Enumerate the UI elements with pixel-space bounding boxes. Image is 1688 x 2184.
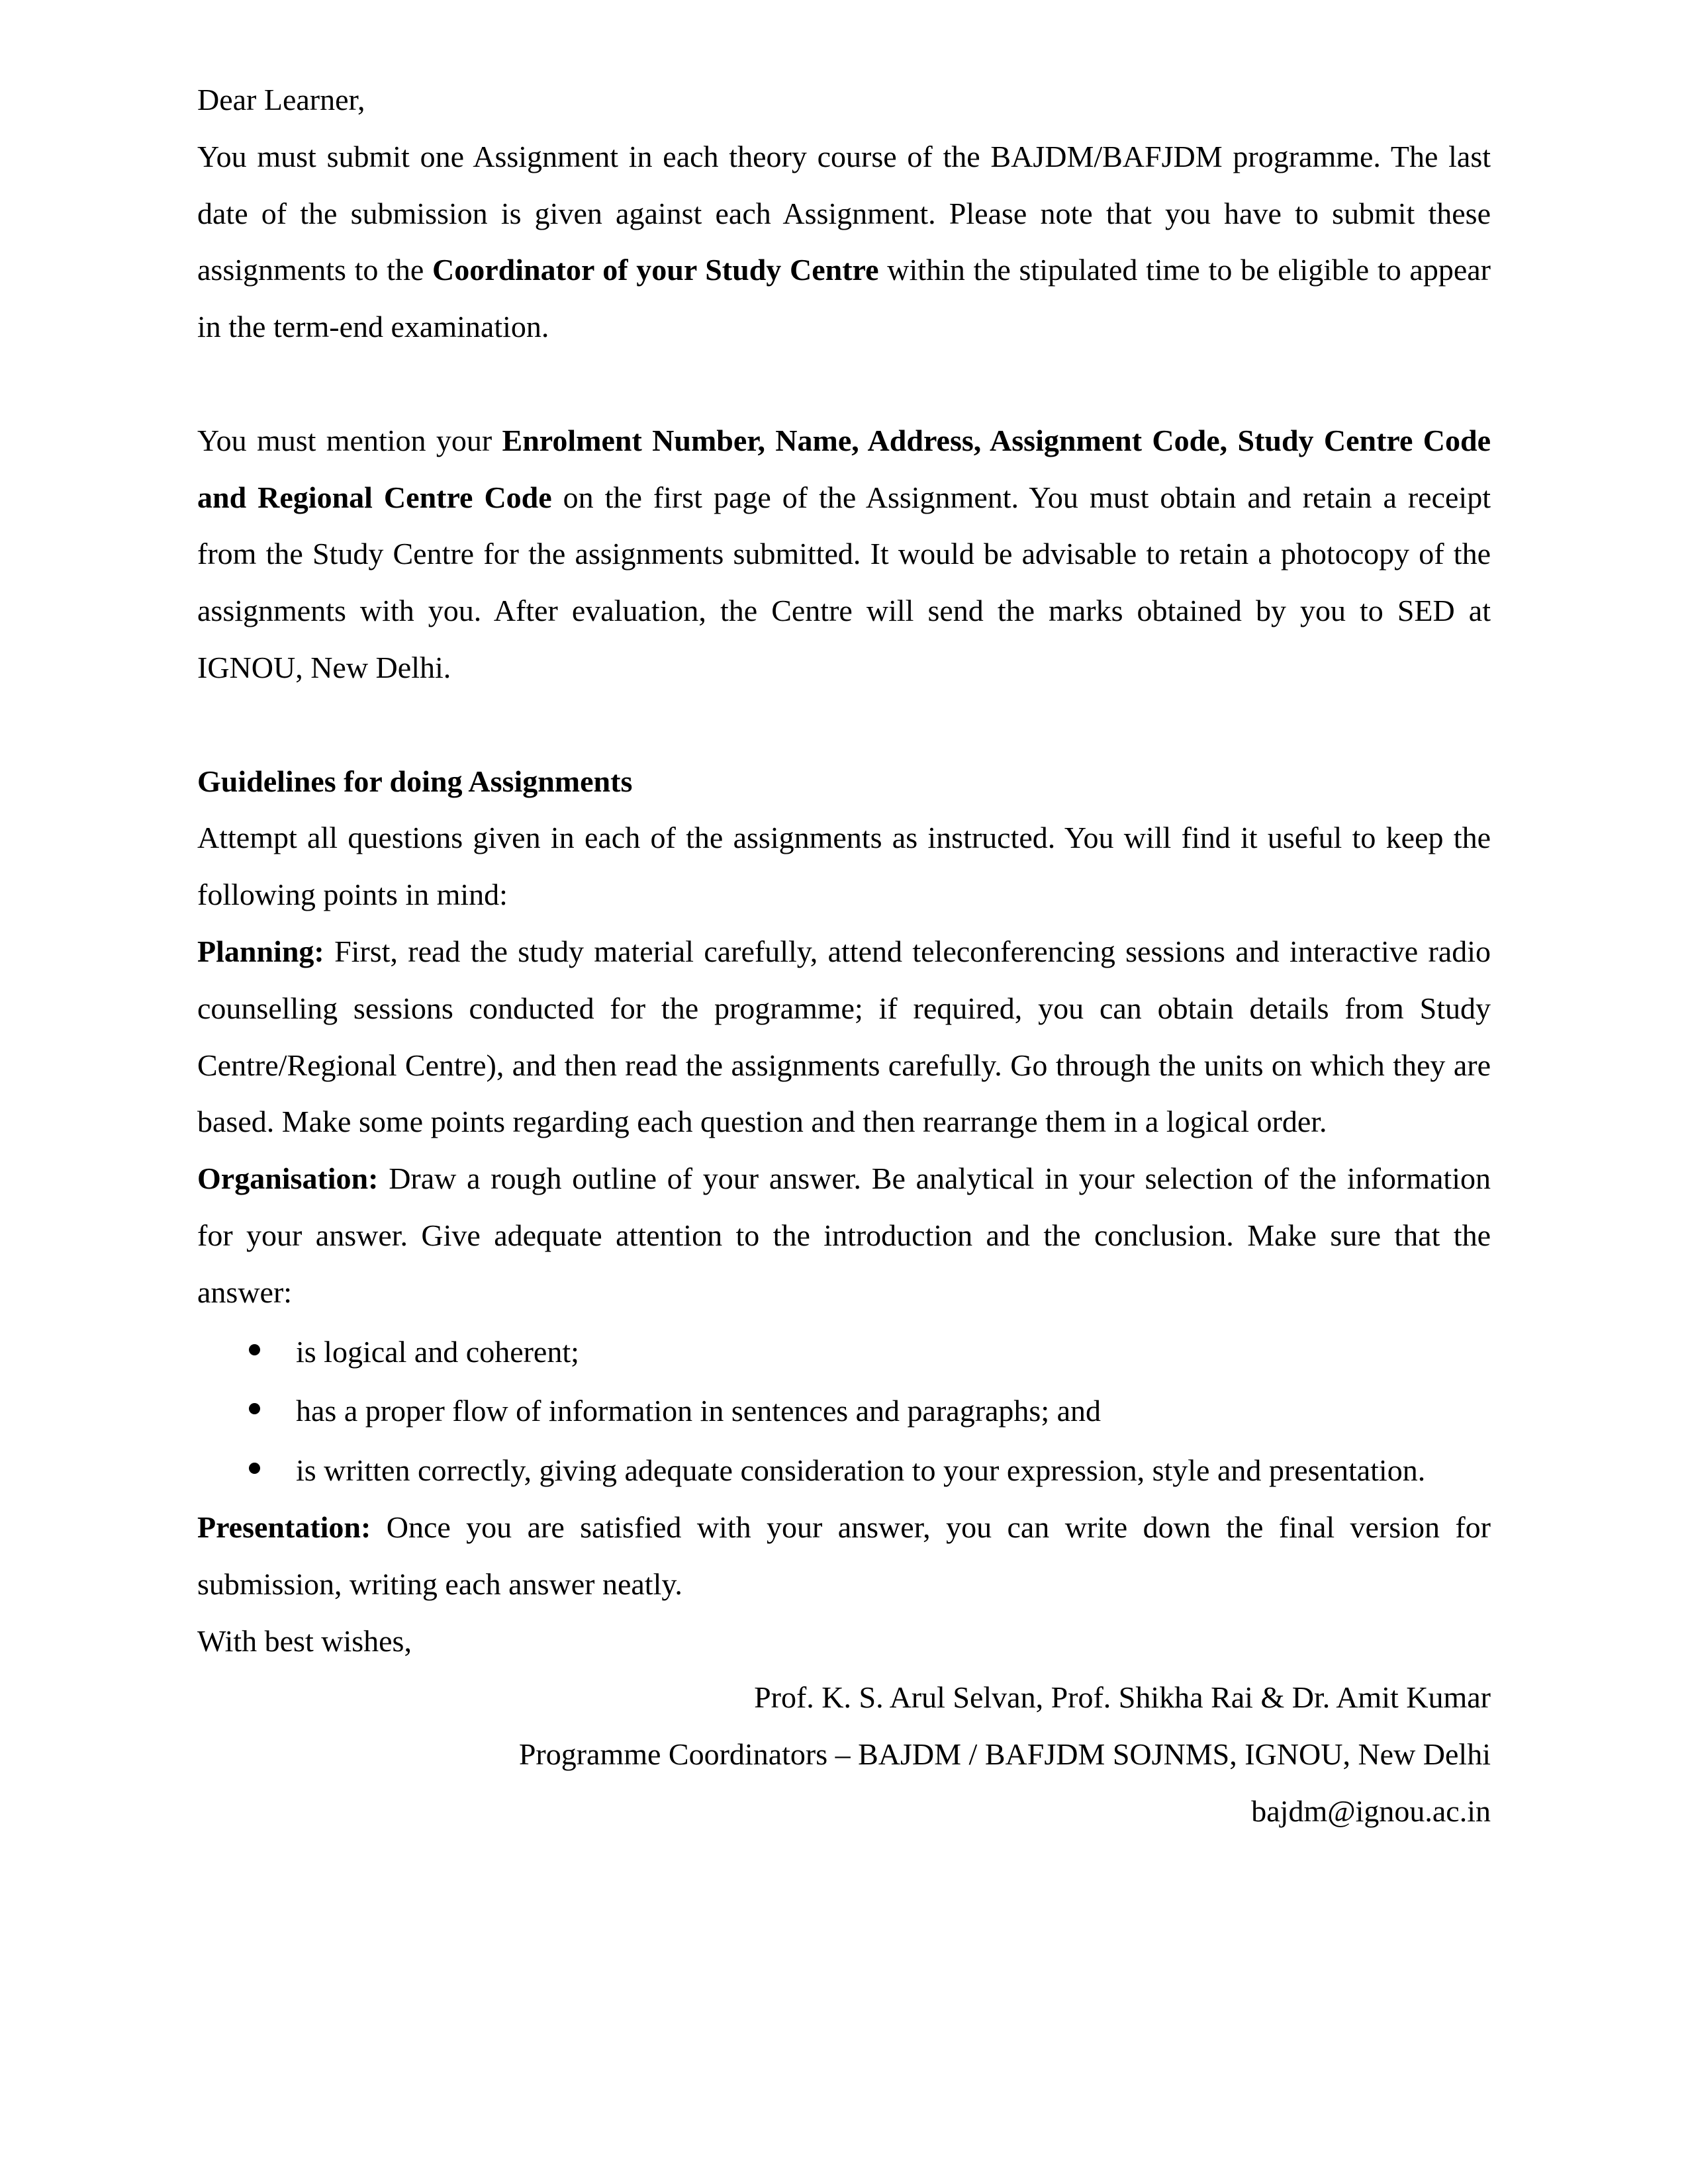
organisation-label: Organisation: [197,1161,379,1196]
intro-paragraph [197,128,1491,355]
list-item-text: is written correctly, giving adequate consideration to your expression, style and presentation. [296,1453,1426,1488]
answer-criteria-list [197,1324,1491,1499]
list-item-text: is logical and coherent; [296,1334,579,1369]
planning-label: Planning: [197,934,324,968]
mention-text-1: You must mention your [197,423,502,457]
planning-paragraph [197,923,1491,1150]
mention-text-2: on the first page of the Assignment. You must obtain and retain a receipt from the Study Centre for the assignments submitted. It would be advisable to retain a photocopy of the assignments with you. After evaluation, the Centre will send the marks obtained by you to SED at IGNOU, New Delhi. [197,480,1491,684]
list-item-text: has a proper flow of information in sentences and paragraphs; and [296,1394,1102,1428]
guidelines-heading: Guidelines for doing Assignments [197,764,633,798]
bullet-icon [249,1403,260,1414]
planning-text: First, read the study material carefully, attend teleconferencing sessions and interactive radio counselling sessions conducted for the programme; if required, you can obtain details from Study Centre/Regional Centre), and then read the assignments carefully. Go through the units on which they are based. Make some points regarding each question and then rearrange them in a logical order. [197,934,1491,1139]
guidelines-intro: Attempt all questions given in each of the assignments as instructed. You will find it useful to keep the following points in mind: [197,821,1491,912]
presentation-label: Presentation: [197,1510,371,1544]
signature-role: Programme Coordinators – BAJDM / BAFJDM SOJNMS, IGNOU, New Delhi [518,1737,1491,1772]
salutation: Dear Learner, [197,83,365,116]
intro-bold-study-centre: Coordinator of your Study Centre [432,253,879,287]
mention-paragraph [197,412,1491,696]
intro-text-1: You must submit one Assignment in each theory course of the BAJDM/BAFJDM programme. The last date of the submission is given against each Assignment. Please note that you have to submit these assignments to the [197,139,1491,287]
list-item [197,1383,1491,1439]
paragraph-gap [197,696,1491,753]
presentation-text: Once you are satisfied with your answer, you can write down the final version for submission, writing each answer neatly. [197,1510,1491,1601]
list-item [197,1324,1491,1381]
signature-email: bajdm@ignou.ac.in [1251,1794,1491,1828]
signature-names: Prof. K. S. Arul Selvan, Prof. Shikha Rai & Dr. Amit Kumar [754,1680,1491,1715]
mention-bold-fields: Enrolment Number, Name, Address, Assignment Code, Study Centre Code and Regional Centre Code [197,423,1491,514]
organisation-text: Draw a rough outline of your answer. Be analytical in your selection of the information for your answer. Give adequate attention to the introduction and the conclusion. Make sure that the answer: [197,1161,1491,1309]
list-item [197,1442,1491,1499]
closing: With best wishes, [197,1623,412,1658]
paragraph-gap [197,355,1491,412]
organisation-paragraph [197,1150,1491,1320]
intro-text-2: within the stipulated time to be eligible to appear in the term-end examination. [197,253,1491,344]
presentation-paragraph [197,1499,1491,1613]
bullet-icon [249,1463,260,1474]
bullet-icon [249,1344,260,1355]
